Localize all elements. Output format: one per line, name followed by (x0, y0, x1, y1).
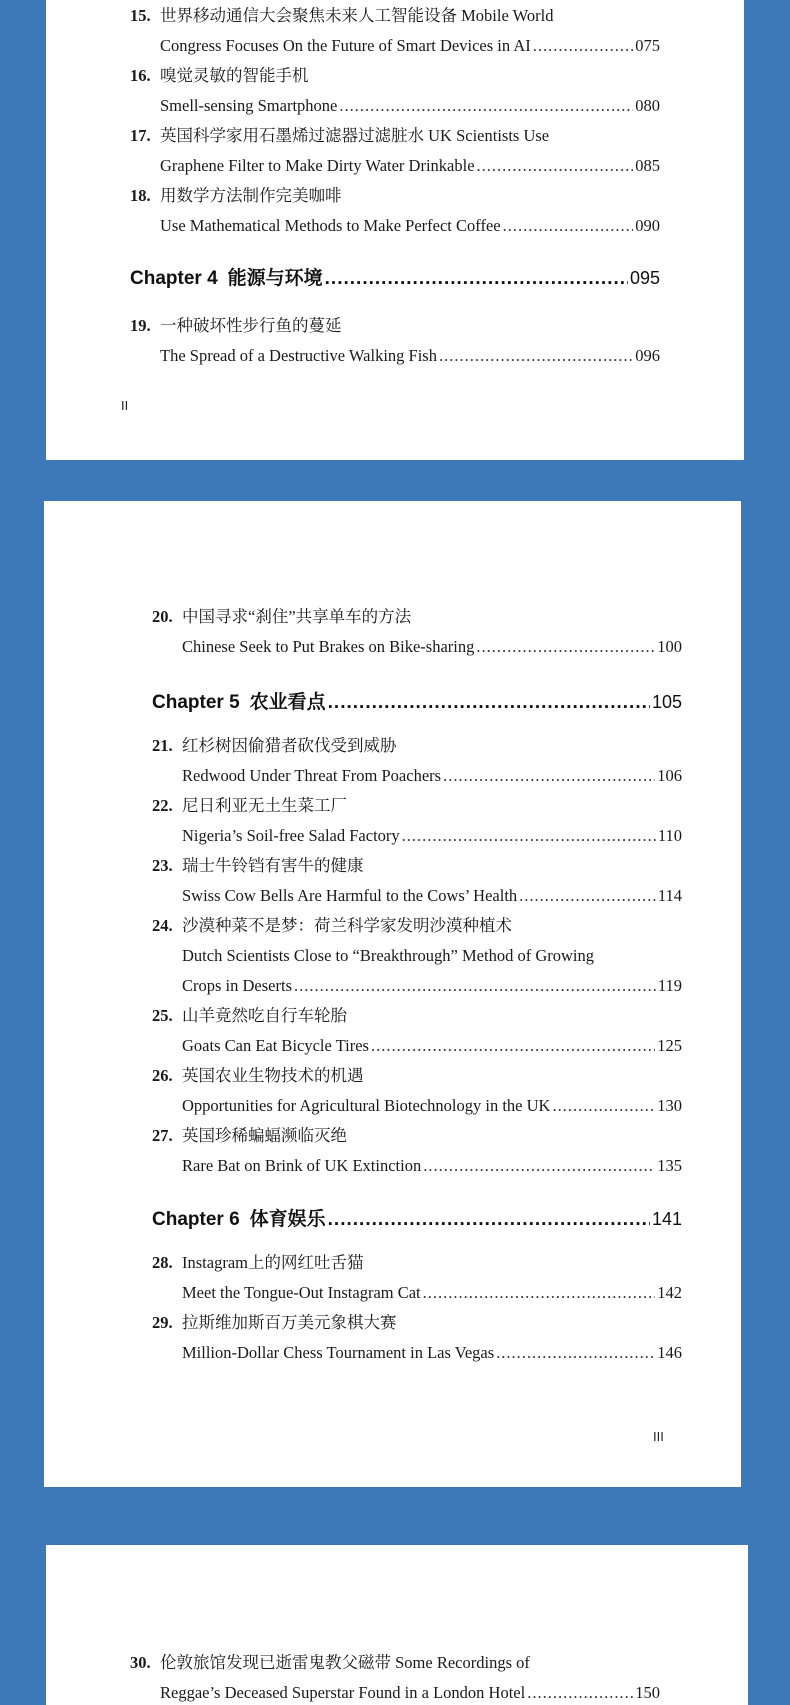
entry-title-cn: 英国农业生物技术的机遇 (182, 1066, 364, 1085)
chapter-heading-5 (152, 687, 682, 718)
chapter-label: Chapter 6 (152, 1209, 240, 1230)
entry-number: 19. (130, 316, 151, 335)
entry-number: 28. (152, 1253, 173, 1272)
toc-entry-16 (130, 61, 660, 121)
entry-title-en: Swiss Cow Bells Are Harmful to the Cows’ Health (182, 886, 518, 905)
entry-title-en: Chinese Seek to Put Brakes on Bike-sharing (182, 637, 475, 656)
toc-entry-28 (152, 1248, 682, 1308)
leader-dots (371, 1031, 655, 1061)
leader-dots (325, 264, 628, 294)
entry-title-en: Goats Can Eat Bicycle Tires (182, 1036, 369, 1055)
entry-title-en-line (182, 971, 682, 1001)
entry-page-number: 110 (657, 826, 682, 845)
entry-title-en: Million-Dollar Chess Tournament in Las Vegas (182, 1343, 495, 1362)
toc-entry-20 (152, 602, 682, 662)
toc-entry-18 (130, 181, 660, 241)
entry-page-number: 114 (657, 886, 682, 905)
entry-title-en-line (182, 1031, 682, 1061)
toc-entry-25 (152, 1001, 682, 1061)
entry-number: 29. (152, 1313, 173, 1332)
entry-number: 16. (130, 66, 151, 85)
entry-title-en: Opportunities for Agricultural Biotechnology in the UK (182, 1096, 551, 1115)
toc-page-2 (46, 0, 744, 460)
leader-dots (519, 881, 656, 911)
entry-number: 26. (152, 1066, 173, 1085)
entry-number: 15. (130, 6, 151, 25)
entry-title-en-line (182, 1151, 682, 1181)
entry-title-en-line (160, 341, 660, 371)
entry-title-cn: Instagram上的网红吐舌猫 (182, 1253, 364, 1272)
leader-dots (339, 91, 633, 121)
entry-title-cn: 沙漠种菜不是梦：荷兰科学家发明沙漠种植术 (182, 916, 512, 935)
chapter-page-number: 141 (651, 1209, 682, 1229)
entry-title-en-line (182, 632, 682, 662)
chapter-title-cn: 体育娱乐 (249, 1209, 326, 1230)
entry-title-en-line (160, 91, 660, 121)
leader-dots (533, 31, 634, 61)
entry-title-cn: 尼日利亚无土生菜工厂 (182, 796, 347, 815)
entry-page-number: 075 (635, 36, 660, 55)
entry-page-number: 096 (635, 346, 660, 365)
leader-dots (496, 1338, 655, 1368)
entry-number: 27. (152, 1126, 173, 1145)
entry-page-number: 090 (635, 216, 660, 235)
entry-page-number: 135 (657, 1156, 682, 1175)
entry-title-cn: 伦敦旅馆发现已逝雷鬼教父磁带 Some Recordings of (160, 1653, 530, 1672)
entry-number: 30. (130, 1653, 151, 1672)
entry-title-cn: 山羊竟然吃自行车轮胎 (182, 1006, 347, 1025)
entry-number: 22. (152, 796, 173, 815)
entry-title-en: Congress Focuses On the Future of Smart Devices in AI (160, 36, 531, 55)
toc-entry-21 (152, 731, 682, 791)
entry-title-en-line (182, 1091, 682, 1121)
toc-entry-17 (130, 121, 660, 181)
entry-title-en-line (182, 1278, 682, 1308)
leader-dots (328, 688, 650, 718)
chapter-page-number: 095 (629, 268, 660, 288)
chapter-title-cn: 能源与环境 (227, 268, 323, 289)
entry-title-en: The Spread of a Destructive Walking Fish (160, 346, 437, 365)
page-folio: III (653, 1429, 664, 1444)
entry-title-en-line (160, 151, 660, 181)
toc-entry-19 (130, 311, 660, 371)
entry-title-en: Smell-sensing Smartphone (160, 96, 338, 115)
leader-dots (439, 341, 633, 371)
toc-page-4 (46, 1545, 748, 1705)
leader-dots (477, 151, 634, 181)
entry-page-number: 119 (657, 976, 682, 995)
entry-title-en-line (182, 1338, 682, 1368)
entry-title-en: Reggae’s Deceased Superstar Found in a London Hotel (160, 1683, 526, 1702)
chapter-label: Chapter 4 (130, 268, 218, 289)
toc-entry-27 (152, 1121, 682, 1181)
leader-dots (402, 821, 656, 851)
entry-number: 23. (152, 856, 173, 875)
entry-title-en-line (182, 761, 682, 791)
chapter-heading-4 (130, 263, 660, 294)
entry-title-en-line (182, 821, 682, 851)
entry-page-number: 146 (657, 1343, 682, 1362)
entry-title-cn: 瑞士牛铃铛有害牛的健康 (182, 856, 364, 875)
entry-title-en: Nigeria’s Soil-free Salad Factory (182, 826, 400, 845)
leader-dots (423, 1278, 656, 1308)
page-folio: II (121, 398, 129, 413)
entry-title-en-line-1: Dutch Scientists Close to “Breakthrough” Method of Growing (182, 946, 594, 965)
entry-page-number: 085 (635, 156, 660, 175)
chapter-title-cn: 农业看点 (249, 692, 326, 713)
entry-title-cn: 英国珍稀蝙蝠濒临灭绝 (182, 1126, 347, 1145)
leader-dots (443, 761, 655, 791)
entry-title-cn: 红杉树因偷猎者砍伐受到威胁 (182, 736, 397, 755)
entry-title-en-line (160, 31, 660, 61)
entry-page-number: 150 (635, 1683, 660, 1702)
entry-title-cn: 中国寻求“刹住”共享单车的方法 (182, 607, 412, 626)
leader-dots (294, 971, 656, 1001)
entry-title-cn: 嗅觉灵敏的智能手机 (160, 66, 309, 85)
chapter-label: Chapter 5 (152, 692, 240, 713)
entry-page-number: 125 (657, 1036, 682, 1055)
toc-entry-22 (152, 791, 682, 851)
leader-dots (552, 1091, 655, 1121)
entry-title-en: Use Mathematical Methods to Make Perfect Coffee (160, 216, 501, 235)
entry-page-number: 100 (657, 637, 682, 656)
entry-title-en: Graphene Filter to Make Dirty Water Drinkable (160, 156, 475, 175)
entry-number: 25. (152, 1006, 173, 1025)
chapter-page-number: 105 (651, 692, 682, 712)
entry-title-en: Meet the Tongue-Out Instagram Cat (182, 1283, 421, 1302)
entry-title-en: Crops in Deserts (182, 976, 292, 995)
leader-dots (328, 1205, 650, 1235)
toc-page-3 (44, 501, 741, 1487)
leader-dots (476, 632, 655, 662)
chapter-heading-6 (152, 1204, 682, 1235)
entry-number: 24. (152, 916, 173, 935)
entry-page-number: 106 (657, 766, 682, 785)
entry-page-number: 142 (657, 1283, 682, 1302)
toc-entry-29 (152, 1308, 682, 1368)
toc-entry-15 (130, 1, 660, 61)
entry-title-en: Redwood Under Threat From Poachers (182, 766, 442, 785)
entry-page-number: 080 (635, 96, 660, 115)
entry-title-en: Rare Bat on Brink of UK Extinction (182, 1156, 422, 1175)
entry-title-en-line (160, 211, 660, 241)
entry-number: 17. (130, 126, 151, 145)
entry-number: 20. (152, 607, 173, 626)
entry-title-cn: 英国科学家用石墨烯过滤器过滤脏水 UK Scientists Use (160, 126, 550, 145)
toc-entry-24 (152, 911, 682, 1001)
leader-dots (423, 1151, 655, 1181)
toc-entry-30 (130, 1648, 660, 1705)
entry-title-cn: 拉斯维加斯百万美元象棋大赛 (182, 1313, 397, 1332)
entry-page-number: 130 (657, 1096, 682, 1115)
toc-entry-26 (152, 1061, 682, 1121)
entry-title-cn: 用数学方法制作完美咖啡 (160, 186, 342, 205)
entry-number: 18. (130, 186, 151, 205)
toc-entry-23 (152, 851, 682, 911)
entry-title-cn: 一种破坏性步行鱼的蔓延 (160, 316, 342, 335)
leader-dots (503, 211, 634, 241)
entry-title-cn: 世界移动通信大会聚焦未来人工智能设备 Mobile World (160, 6, 554, 25)
entry-title-en-line (182, 881, 682, 911)
entry-number: 21. (152, 736, 173, 755)
